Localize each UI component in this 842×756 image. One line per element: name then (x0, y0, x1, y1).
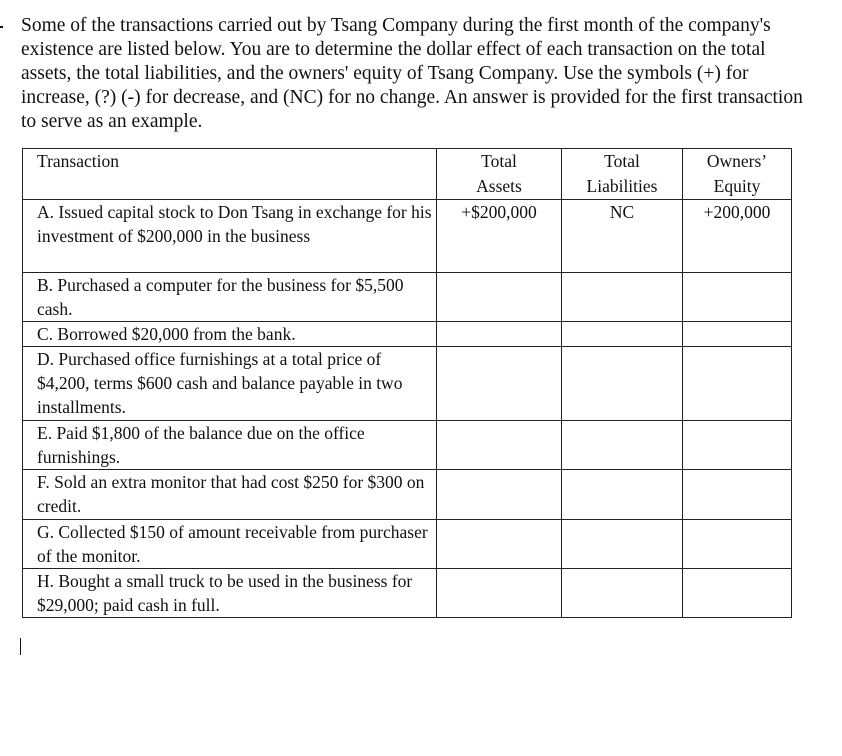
assets-cell[interactable] (437, 322, 562, 347)
text-cursor (20, 638, 21, 655)
header-owners-equity: Owners’ Equity (683, 149, 792, 200)
table-row (23, 569, 792, 618)
table-row (23, 322, 792, 347)
header-transaction: Transaction (23, 149, 437, 200)
equity-cell[interactable] (683, 569, 792, 618)
header-total-assets: Total Assets (437, 149, 562, 200)
liabilities-cell[interactable] (562, 322, 683, 347)
liabilities-cell: NC (562, 200, 683, 273)
transaction-cell: H. Bought a small truck to be used in the business for $29,000; paid cash in full. (23, 569, 437, 618)
equity-cell[interactable] (683, 322, 792, 347)
equity-cell: +200,000 (683, 200, 792, 273)
equity-cell[interactable] (683, 347, 792, 421)
assets-cell: +$200,000 (437, 200, 562, 273)
table-row (23, 273, 792, 322)
transactions-table (22, 148, 792, 618)
table-header-row (23, 149, 792, 200)
transaction-cell: C. Borrowed $20,000 from the bank. (23, 322, 437, 347)
bullet-mark (0, 26, 3, 28)
equity-cell[interactable] (683, 421, 792, 470)
table-row (23, 470, 792, 520)
assets-cell[interactable] (437, 520, 562, 569)
transaction-cell: B. Purchased a computer for the business for $5,500 cash. (23, 273, 437, 322)
assets-cell[interactable] (437, 347, 562, 421)
table-row (23, 520, 792, 569)
table-row (23, 200, 792, 273)
transaction-cell: F. Sold an extra monitor that had cost $250 for $300 on credit. (23, 470, 437, 520)
transaction-cell: D. Purchased office furnishings at a total price of $4,200, terms $600 cash and balance payable in two installments. (23, 347, 437, 421)
assets-cell[interactable] (437, 421, 562, 470)
liabilities-cell[interactable] (562, 569, 683, 618)
assets-cell[interactable] (437, 273, 562, 322)
header-total-liabilities: Total Liabilities (562, 149, 683, 200)
liabilities-cell[interactable] (562, 347, 683, 421)
equity-cell[interactable] (683, 520, 792, 569)
liabilities-cell[interactable] (562, 520, 683, 569)
transaction-cell: A. Issued capital stock to Don Tsang in exchange for his investment of $200,000 in the business (23, 200, 437, 273)
table-row (23, 347, 792, 421)
equity-cell[interactable] (683, 273, 792, 322)
assets-cell[interactable] (437, 470, 562, 520)
liabilities-cell[interactable] (562, 421, 683, 470)
liabilities-cell[interactable] (562, 470, 683, 520)
assets-cell[interactable] (437, 569, 562, 618)
transaction-cell: G. Collected $150 of amount receivable from purchaser of the monitor. (23, 520, 437, 569)
transaction-cell: E. Paid $1,800 of the balance due on the office furnishings. (23, 421, 437, 470)
table-row (23, 421, 792, 470)
instructions-paragraph: Some of the transactions carried out by Tsang Company during the first month of the company's existence are listed below. You are to determine the dollar effect of each transaction on the total assets, the total liabilities, and the owners' equity of Tsang Company. Use the symbols (+) for increase, (?) (-) for decrease, and (NC) for no change. An answer is provided for the first transaction to serve as an example. (21, 15, 803, 132)
liabilities-cell[interactable] (562, 273, 683, 322)
equity-cell[interactable] (683, 470, 792, 520)
